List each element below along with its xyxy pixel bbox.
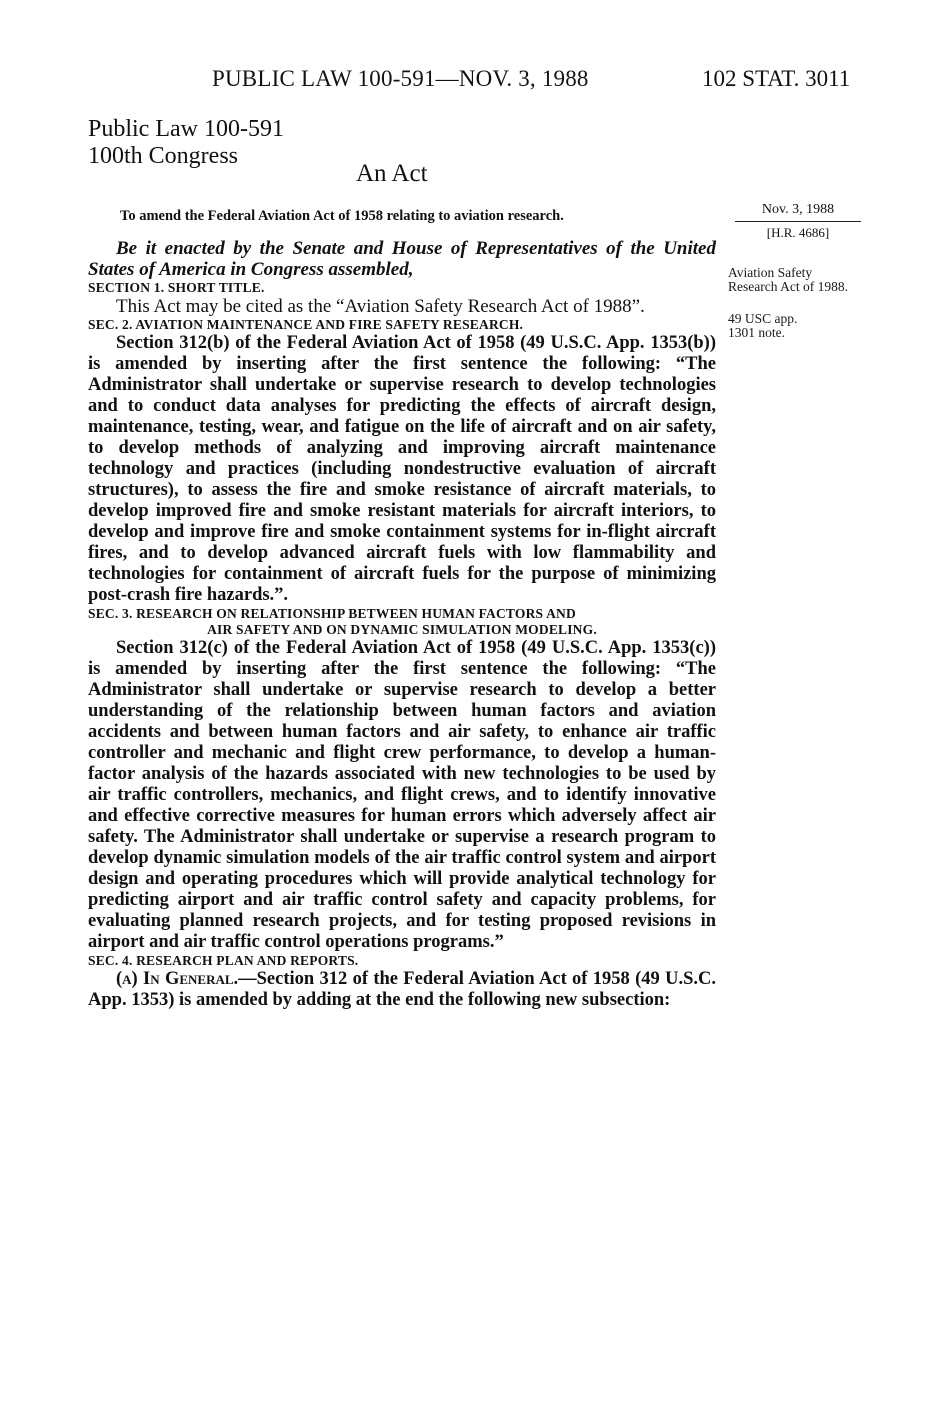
section-3-heading	[88, 606, 716, 638]
margin-date: Nov. 3, 1988	[735, 202, 861, 222]
margin-usc-line-2: 1301 note.	[728, 325, 785, 340]
public-law-number: Public Law 100-591	[88, 116, 284, 142]
section-2-body: Section 312(b) of the Federal Aviation Act of 1958 (49 U.S.C. App. 1353(b)) is amended by inserting after the first sentence the following: “The Administrator shall undertake or supervise research to develop technologies and to conduct data analyses for predicting the effects of aircraft design, maintenance, testing, wear, and fatigue on the life of aircraft and on air safety, to develop methods of analyzing and improving aircraft maintenance technology and practices (including nondestructive evaluation of aircraft structures), to assess the fire and smoke resistance of aircraft materials, to develop improved fire and smoke resistant materials for aircraft interiors, to develop and improve fire and smoke containment systems for in-flight aircraft fires, and to develop advanced aircraft fuels with low flammability and technologies for containment of aircraft fuels for the purpose of minimizing post-crash fire hazards.”.	[88, 333, 716, 605]
subsection-a-text: —Section 312 of the Federal Aviation Act of 1958 (49 U.S.C. App. 1353) is amended by adding at the end the following new subsection:	[88, 969, 716, 1010]
running-head: PUBLIC LAW 100-591—NOV. 3, 1988	[212, 66, 589, 91]
section-4-body	[88, 969, 716, 1011]
title-block	[88, 116, 284, 170]
section-2-heading: SEC. 2. AVIATION MAINTENANCE AND FIRE SAFETY RESEARCH.	[88, 317, 524, 332]
enacting-clause: Be it enacted by the Senate and House of Representatives of the United States of America in Congress assembled,	[88, 238, 716, 280]
section-4-heading: SEC. 4. RESEARCH PLAN AND REPORTS.	[88, 953, 359, 968]
document-body	[88, 238, 716, 1011]
subsection-a-label: (a) In General.	[116, 969, 239, 989]
margin-date-block	[735, 202, 861, 241]
section-3-body: Section 312(c) of the Federal Aviation Act of 1958 (49 U.S.C. App. 1353(c)) is amended by inserting after the first sentence the following: “The Administrator shall undertake or supervise research to develop a better understanding of the relationship between human factors and aviation accidents and between human factors and air safety, to enhance air traffic controller and mechanic and flight crew performance, to develop a human-factor analysis of the hazards associated with new technologies to be used by air traffic controllers, mechanics, and flight crews, and to identify innovative and effective corrective measures for human errors which adversely affect air safety. The Administrator shall undertake or supervise a research program to develop dynamic simulation models of the air traffic control system and airport design and operating procedures which will provide analytical technology for predicting airport and air traffic control safety and capacity problems, for evaluating planned research projects, and for testing proposed revisions in airport and air traffic control operations programs.”	[88, 638, 716, 952]
margin-bill-number: [H.R. 4686]	[766, 225, 830, 240]
section-3-heading-line-2: AIR SAFETY AND ON DYNAMIC SIMULATION MODELING.	[207, 622, 597, 637]
margin-usc-note	[728, 312, 797, 340]
section-3-heading-line-1: SEC. 3. RESEARCH ON RELATIONSHIP BETWEEN HUMAN FACTORS AND	[88, 606, 576, 621]
act-title: An Act	[356, 160, 428, 187]
section-1-heading: SECTION 1. SHORT TITLE.	[88, 280, 265, 295]
margin-short-title-note: Aviation Safety Research Act of 1988.	[728, 265, 848, 294]
margin-usc-line-1: 49 USC app.	[728, 311, 798, 326]
congress-number: 100th Congress	[88, 143, 238, 169]
statute-citation: 102 STAT. 3011	[702, 66, 851, 91]
section-1-body: This Act may be cited as the “Aviation Safety Research Act of 1988”.	[116, 296, 645, 317]
purpose-line: To amend the Federal Aviation Act of 1958 relating to aviation research.	[120, 208, 564, 224]
